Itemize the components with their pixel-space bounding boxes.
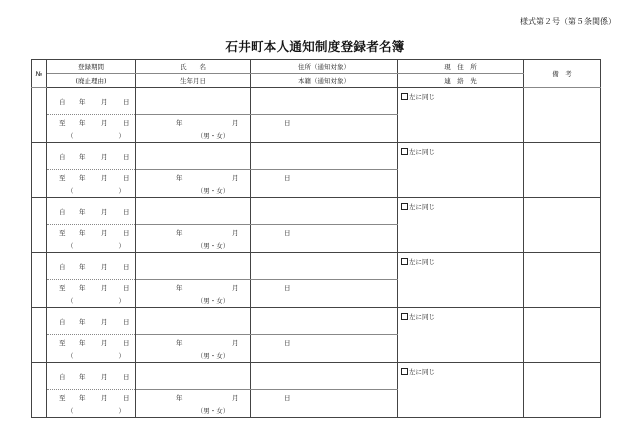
remarks-cell[interactable]	[524, 143, 601, 198]
header-birthdate: 生年月日	[136, 74, 251, 88]
year-label: 年	[79, 338, 86, 347]
day-label: 日	[123, 152, 130, 161]
year-label: 年	[176, 338, 183, 347]
reason-paren-open: （	[67, 186, 74, 195]
reason-paren-close: ）	[118, 241, 125, 250]
to-label: 至	[59, 228, 66, 237]
from-label: 自	[59, 262, 66, 271]
month-label: 月	[101, 152, 108, 161]
year-label: 年	[79, 152, 86, 161]
table-row	[32, 253, 601, 280]
to-label: 至	[59, 283, 66, 292]
month-label: 月	[232, 338, 239, 347]
sex-label: （男・女）	[196, 406, 230, 415]
name-cell[interactable]	[136, 308, 251, 335]
day-label: 日	[123, 118, 130, 127]
name-cell[interactable]	[136, 143, 251, 170]
header-domicile: 本籍（通知対象）	[251, 74, 398, 88]
current-address-cell[interactable]	[398, 198, 524, 253]
table-row	[32, 88, 601, 115]
from-label: 自	[59, 207, 66, 216]
same-as-left-checkbox[interactable]	[401, 313, 408, 320]
period-to-cell[interactable]	[47, 335, 136, 363]
header-reason: (廃止理由)	[47, 74, 136, 88]
period-from-cell[interactable]	[47, 253, 136, 280]
reason-paren-open: （	[67, 241, 74, 250]
header-name: 氏 名	[136, 60, 251, 74]
month-label: 月	[232, 118, 239, 127]
no-cell[interactable]	[32, 253, 47, 308]
table-row	[32, 198, 601, 225]
day-label: 日	[284, 228, 291, 237]
remarks-cell[interactable]	[524, 308, 601, 363]
from-label: 自	[59, 372, 66, 381]
birthdate-cell[interactable]	[136, 390, 291, 418]
period-to-cell[interactable]	[47, 170, 136, 198]
period-from-cell[interactable]	[47, 198, 136, 225]
year-label: 年	[79, 393, 86, 402]
reason-paren-close: ）	[118, 351, 125, 360]
month-label: 月	[101, 317, 108, 326]
address-cell[interactable]	[251, 143, 398, 170]
name-cell[interactable]	[136, 198, 251, 225]
day-label: 日	[123, 173, 130, 182]
header-contact: 連 絡 先	[398, 74, 524, 88]
sex-label: （男・女）	[196, 296, 230, 305]
same-as-left-label: 左に同じ	[409, 313, 435, 321]
current-address-cell[interactable]	[398, 253, 524, 308]
birthdate-cell[interactable]	[136, 225, 291, 253]
same-as-left-label: 左に同じ	[409, 368, 435, 376]
day-label: 日	[123, 393, 130, 402]
from-label: 自	[59, 152, 66, 161]
no-cell[interactable]	[32, 198, 47, 253]
year-label: 年	[176, 118, 183, 127]
from-label: 自	[59, 317, 66, 326]
month-label: 月	[101, 118, 108, 127]
same-as-left-label: 左に同じ	[409, 148, 435, 156]
sex-label: （男・女）	[196, 186, 230, 195]
reason-paren-open: （	[67, 296, 74, 305]
reason-paren-open: （	[67, 131, 74, 140]
birthdate-cell[interactable]	[136, 335, 291, 363]
month-label: 月	[101, 207, 108, 216]
month-label: 月	[101, 283, 108, 292]
year-label: 年	[79, 283, 86, 292]
same-as-left-checkbox[interactable]	[401, 368, 408, 375]
year-label: 年	[79, 372, 86, 381]
day-label: 日	[284, 118, 291, 127]
to-label: 至	[59, 173, 66, 182]
day-label: 日	[284, 173, 291, 182]
day-label: 日	[123, 317, 130, 326]
month-label: 月	[101, 262, 108, 271]
month-label: 月	[101, 338, 108, 347]
to-label: 至	[59, 118, 66, 127]
day-label: 日	[123, 338, 130, 347]
address-cell[interactable]	[251, 363, 398, 390]
address-cell[interactable]	[251, 253, 398, 280]
reason-paren-open: （	[67, 406, 74, 415]
month-label: 月	[101, 228, 108, 237]
month-label: 月	[101, 97, 108, 106]
sex-label: （男・女）	[196, 131, 230, 140]
table-row	[32, 308, 601, 335]
birthdate-cell[interactable]	[136, 170, 291, 198]
month-label: 月	[101, 173, 108, 182]
header-no: №	[32, 60, 47, 88]
year-label: 年	[79, 118, 86, 127]
same-as-left-checkbox[interactable]	[401, 203, 408, 210]
page-title: 石井町本人通知制度登録者名簿	[225, 39, 405, 54]
same-as-left-label: 左に同じ	[409, 258, 435, 266]
day-label: 日	[123, 262, 130, 271]
year-label: 年	[176, 173, 183, 182]
address-cell[interactable]	[251, 308, 398, 335]
to-label: 至	[59, 338, 66, 347]
header-period: 登録期間	[47, 60, 136, 74]
no-cell[interactable]	[32, 363, 47, 418]
name-cell[interactable]	[136, 88, 251, 115]
year-label: 年	[79, 262, 86, 271]
year-label: 年	[176, 393, 183, 402]
month-label: 月	[232, 283, 239, 292]
year-label: 年	[79, 228, 86, 237]
to-label: 至	[59, 393, 66, 402]
table-row	[32, 143, 601, 170]
address-cell[interactable]	[251, 198, 398, 225]
no-cell[interactable]	[32, 308, 47, 363]
reason-paren-close: ）	[118, 406, 125, 415]
month-label: 月	[101, 393, 108, 402]
day-label: 日	[284, 393, 291, 402]
current-address-cell[interactable]	[398, 143, 524, 198]
current-address-cell[interactable]	[398, 308, 524, 363]
birthdate-cell[interactable]	[136, 115, 291, 143]
remarks-cell[interactable]	[524, 253, 601, 308]
same-as-left-checkbox[interactable]	[401, 258, 408, 265]
day-label: 日	[123, 228, 130, 237]
same-as-left-label: 左に同じ	[409, 203, 435, 211]
year-label: 年	[79, 97, 86, 106]
day-label: 日	[123, 283, 130, 292]
from-label: 自	[59, 97, 66, 106]
year-label: 年	[176, 283, 183, 292]
header-current-address: 現 住 所	[398, 60, 524, 74]
period-to-cell[interactable]	[47, 390, 136, 418]
year-label: 年	[79, 317, 86, 326]
period-from-cell[interactable]	[47, 363, 136, 390]
header-remarks: 備 考	[524, 60, 601, 88]
month-label: 月	[101, 372, 108, 381]
reason-paren-open: （	[67, 351, 74, 360]
current-address-cell[interactable]	[398, 363, 524, 418]
day-label: 日	[284, 283, 291, 292]
same-as-left-checkbox[interactable]	[401, 148, 408, 155]
month-label: 月	[232, 173, 239, 182]
period-from-cell[interactable]	[47, 143, 136, 170]
month-label: 月	[232, 393, 239, 402]
current-address-cell[interactable]	[398, 88, 524, 143]
month-label: 月	[232, 228, 239, 237]
header-address: 住所（通知対象）	[251, 60, 398, 74]
day-label: 日	[123, 207, 130, 216]
reason-paren-close: ）	[118, 131, 125, 140]
reason-paren-close: ）	[118, 296, 125, 305]
period-from-cell[interactable]	[47, 88, 136, 115]
form-number: 様式第２号（第５条関係）	[520, 17, 616, 26]
no-cell[interactable]	[32, 143, 47, 198]
day-label: 日	[123, 372, 130, 381]
remarks-cell[interactable]	[524, 198, 601, 253]
remarks-cell[interactable]	[524, 88, 601, 143]
name-cell[interactable]	[136, 253, 251, 280]
year-label: 年	[79, 173, 86, 182]
same-as-left-label: 左に同じ	[409, 93, 435, 101]
period-to-cell[interactable]	[47, 280, 136, 308]
day-label: 日	[284, 338, 291, 347]
birthdate-cell[interactable]	[136, 280, 291, 308]
year-label: 年	[176, 228, 183, 237]
same-as-left-checkbox[interactable]	[401, 93, 408, 100]
registrant-table	[31, 59, 601, 418]
name-cell[interactable]	[136, 363, 251, 390]
period-to-cell[interactable]	[47, 225, 136, 253]
sex-label: （男・女）	[196, 351, 230, 360]
period-from-cell[interactable]	[47, 308, 136, 335]
period-to-cell[interactable]	[47, 115, 136, 143]
reason-paren-close: ）	[118, 186, 125, 195]
address-cell[interactable]	[251, 88, 398, 115]
remarks-cell[interactable]	[524, 363, 601, 418]
sex-label: （男・女）	[196, 241, 230, 250]
no-cell[interactable]	[32, 88, 47, 143]
year-label: 年	[79, 207, 86, 216]
day-label: 日	[123, 97, 130, 106]
table-row	[32, 363, 601, 390]
